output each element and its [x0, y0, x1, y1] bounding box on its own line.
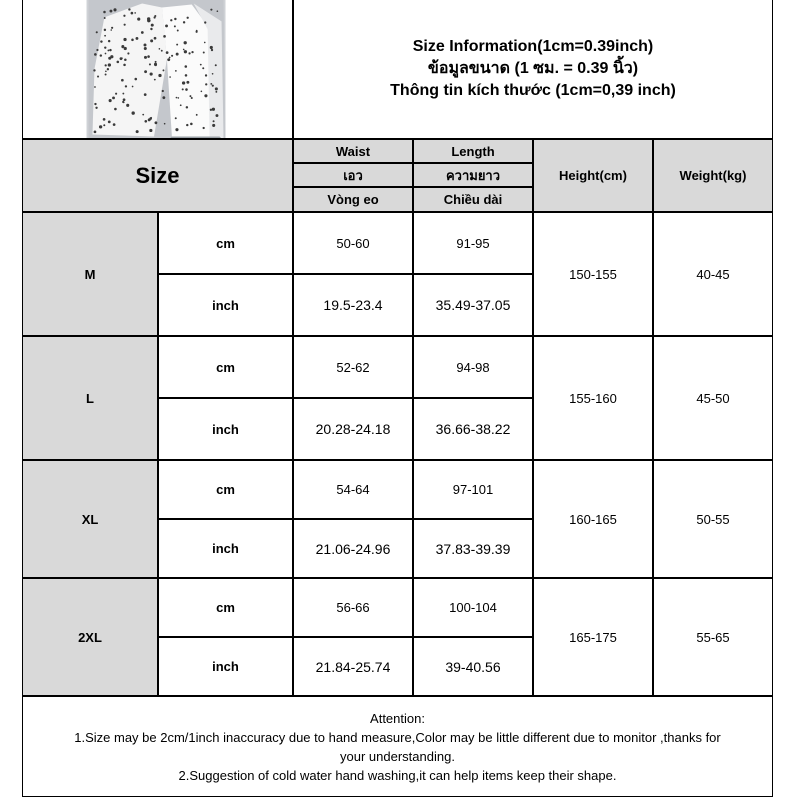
- height-value: 160-165: [533, 460, 653, 578]
- size-label-xl: XL: [22, 460, 158, 578]
- product-photo: [23, 0, 292, 139]
- product-photo-cell: [22, 0, 293, 139]
- length-value: 37.83-39.39: [413, 519, 533, 578]
- length-value: 94-98: [413, 336, 533, 398]
- waist-value: 54-64: [293, 460, 413, 519]
- length-header-th: ความยาว: [413, 163, 533, 187]
- length-value: 97-101: [413, 460, 533, 519]
- length-header-en: Length: [413, 139, 533, 163]
- size-label-l: L: [22, 336, 158, 460]
- length-value: 91-95: [413, 212, 533, 274]
- title-vietnamese: Thông tin kích thước (1cm=0,39 inch): [390, 82, 676, 99]
- waist-value: 56-66: [293, 578, 413, 637]
- attention-line-2: 2.Suggestion of cold water hand washing,it can help items keep their shape.: [178, 767, 617, 783]
- unit-inch: inch: [158, 398, 293, 460]
- height-value: 155-160: [533, 336, 653, 460]
- weight-value: 40-45: [653, 212, 773, 336]
- waist-value: 21.06-24.96: [293, 519, 413, 578]
- waist-value: 19.5-23.4: [293, 274, 413, 336]
- waist-value: 52-62: [293, 336, 413, 398]
- weight-value: 45-50: [653, 336, 773, 460]
- size-column-header: Size: [22, 139, 293, 212]
- unit-inch: inch: [158, 519, 293, 578]
- waist-header-th: เอว: [293, 163, 413, 187]
- title-english: Size Information(1cm=0.39inch): [412, 38, 654, 55]
- height-value: 150-155: [533, 212, 653, 336]
- attention-notes: [22, 696, 773, 797]
- length-value: 35.49-37.05: [413, 274, 533, 336]
- waist-value: 20.28-24.18: [293, 398, 413, 460]
- attention-line-1: 1.Size may be 2cm/1inch inaccuracy due to hand measure,Color may be little different due to monitor ,thanks for: [74, 729, 721, 745]
- size-label-m: M: [22, 212, 158, 336]
- length-value: 36.66-38.22: [413, 398, 533, 460]
- waist-value: 21.84-25.74: [293, 637, 413, 696]
- length-header-vi: Chiều dài: [413, 187, 533, 212]
- weight-value: 55-65: [653, 578, 773, 696]
- unit-cm: cm: [158, 460, 293, 519]
- title-thai: ข้อมูลขนาด (1 ซม. = 0.39 นิ้ว): [427, 60, 639, 77]
- attention-heading: Attention:: [370, 710, 425, 726]
- unit-cm: cm: [158, 578, 293, 637]
- length-value: 100-104: [413, 578, 533, 637]
- height-header: Height(cm): [533, 139, 653, 212]
- waist-header-vi: Vòng eo: [293, 187, 413, 212]
- weight-value: 50-55: [653, 460, 773, 578]
- unit-cm: cm: [158, 336, 293, 398]
- attention-line-1-cont: your understanding.: [340, 748, 455, 764]
- unit-inch: inch: [158, 637, 293, 696]
- weight-header: Weight(kg): [653, 139, 773, 212]
- size-information-title: [293, 0, 773, 139]
- unit-cm: cm: [158, 212, 293, 274]
- waist-value: 50-60: [293, 212, 413, 274]
- unit-inch: inch: [158, 274, 293, 336]
- height-value: 165-175: [533, 578, 653, 696]
- size-label-2xl: 2XL: [22, 578, 158, 696]
- waist-header-en: Waist: [293, 139, 413, 163]
- length-value: 39-40.56: [413, 637, 533, 696]
